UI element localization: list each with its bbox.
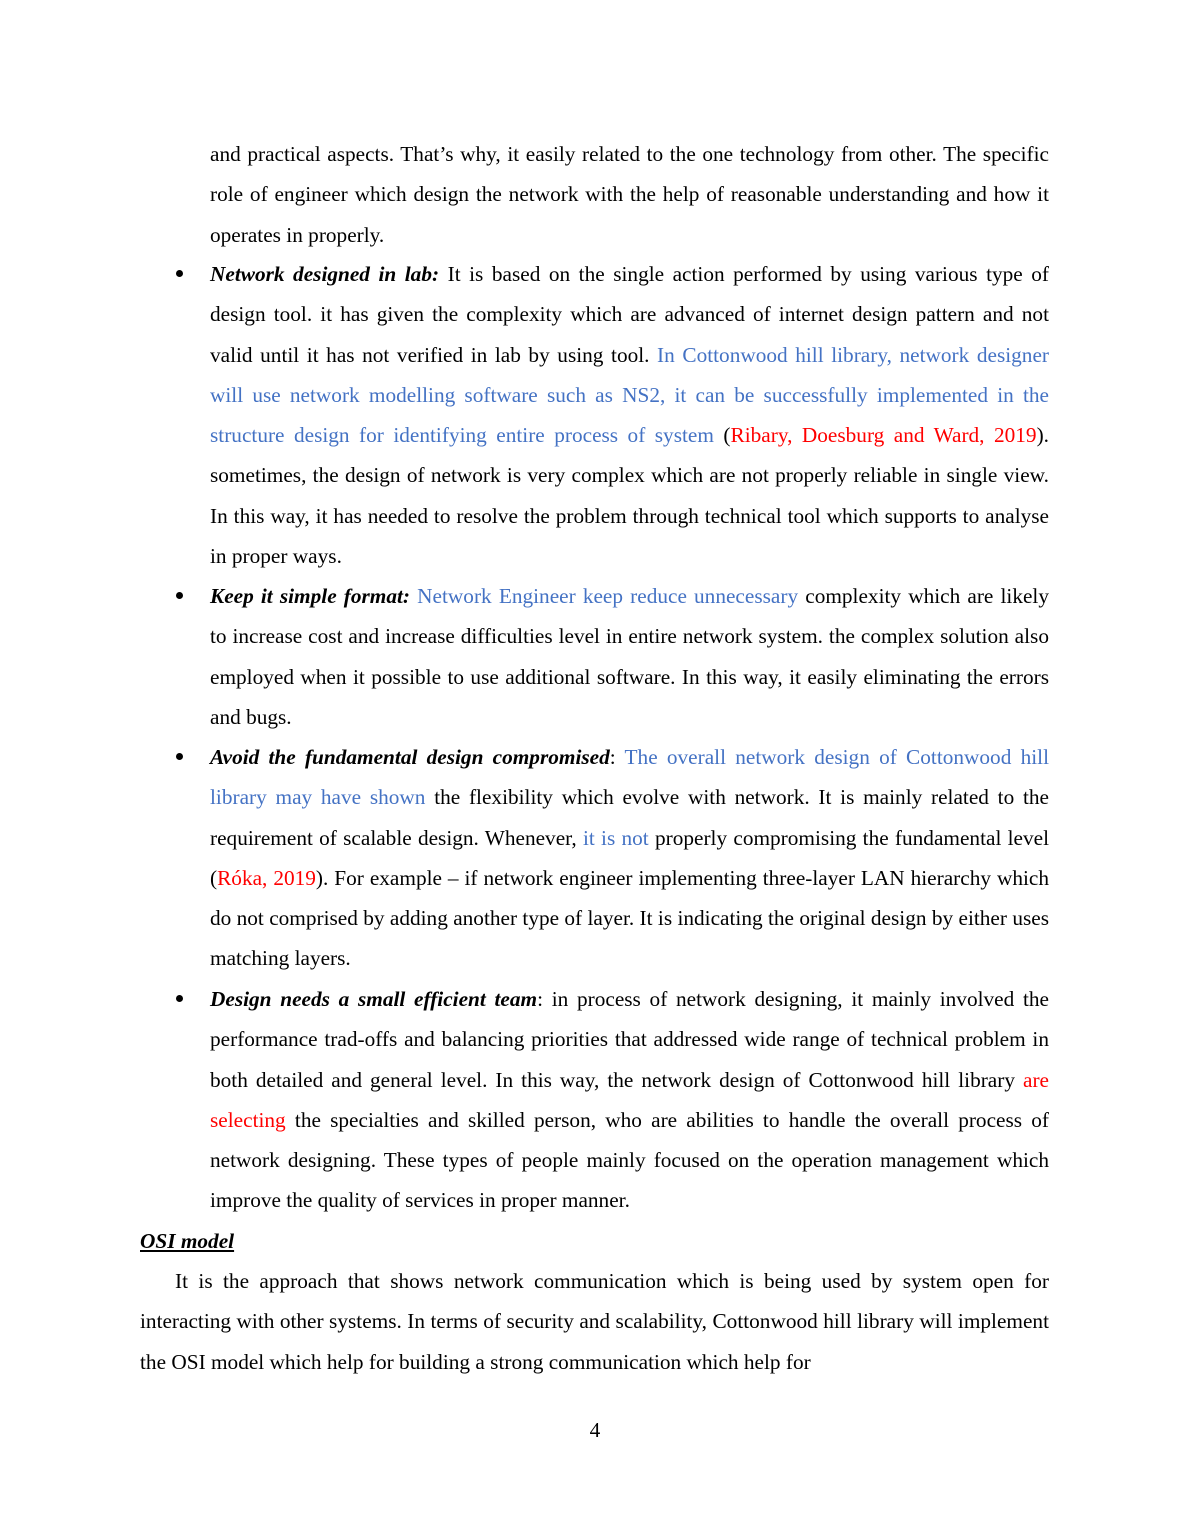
bullet-item-avoid-fundamental-design-compromised: [210, 737, 1049, 979]
bullet-dot-icon: [176, 753, 183, 760]
highlighted-text: are selecting: [210, 1067, 1049, 1132]
bullet-text: : in process of network designing, it mainly involved the performance trad-offs and balancing priorities that addressed wide range of technical problem in both detailed and general level. In this way, the network design of Cottonwood hill library: [210, 987, 1049, 1092]
bullet-marker: [172, 576, 186, 616]
citation: Ribary, Doesburg and Ward, 2019: [730, 423, 1037, 448]
bullet-text: the flexibility which evolve with network. It is mainly related to the requirement of scalable design. Whenever,: [210, 785, 1049, 850]
highlighted-text: Network Engineer keep reduce unnecessary: [417, 584, 799, 608]
osi-model-paragraph: It is the approach that shows network communication which is being used by system open for interacting with other systems. In terms of security and scalability, Cottonwood hill library will implement the OSI model which help for building a strong communication which help for: [140, 1269, 1049, 1374]
bullet-text: complexity which are likely to increase cost and increase difficulties level in entire network system. the complex solution also employed when it possible to use additional software. In this way, it easily eliminating the errors and bugs.: [210, 584, 1049, 729]
bullet-text: :: [609, 745, 625, 769]
highlighted-text: it is not: [582, 825, 649, 850]
page-number: 4: [589, 1418, 601, 1442]
bullet-dot-icon: [176, 592, 183, 599]
bullet-title: Avoid the fundamental design compromised: [210, 745, 610, 769]
intro-continuation-paragraph: and practical aspects. That’s why, it easily related to the one technology from other. The specific role of engineer which design the network with the help of reasonable understanding and how it operates in properly.: [210, 142, 1049, 247]
highlighted-text: The overall network design of Cottonwood hill library may have shown: [210, 745, 1049, 810]
highlighted-text: In Cottonwood hill library, network designer will use network modelling software such as NS2, it can be successfully implemented in the structure design for identifying entire process of system: [210, 342, 1049, 448]
bullet-text: (: [713, 423, 731, 448]
bullet-text: properly compromising the fundamental level (: [210, 825, 1049, 890]
bullet-item-design-needs-small-efficient-team: [210, 979, 1049, 1221]
bullet-text: the specialties and skilled person, who are abilities to handle the overall process of network designing. These types of people mainly focused on the operation management which improve the quality of services in proper manner.: [210, 1107, 1049, 1213]
section-heading-osi-model: OSI model: [140, 1229, 235, 1253]
bullet-text: ). sometimes, the design of network is very complex which are not properly reliable in single view. In this way, it has needed to resolve the problem through technical tool which supports to analyse in proper ways.: [210, 423, 1049, 569]
bullet-item-keep-it-simple-format: [210, 576, 1049, 737]
bullet-dot-icon: [176, 995, 183, 1002]
bullet-marker: [172, 737, 186, 777]
citation: Róka, 2019: [217, 865, 316, 890]
bullet-title: Network designed in lab:: [210, 262, 440, 286]
bullet-dot-icon: [176, 270, 183, 277]
bullet-title: Design needs a small efficient team: [210, 987, 538, 1011]
bullet-item-network-designed-in-lab: [210, 254, 1049, 576]
bullet-text: It is based on the single action performed by using various type of design tool. it has given the complexity which are advanced of internet design pattern and not valid until it has not verified in lab by using tool.: [210, 262, 1049, 367]
bullet-marker: [172, 254, 186, 294]
bullet-title: Keep it simple format:: [210, 584, 411, 608]
bullet-text: ). For example – if network engineer implementing three-layer LAN hierarchy which do not comprised by adding another type of layer. It is indicating the original design by either uses matching layers.: [210, 865, 1049, 971]
bullet-marker: [172, 979, 186, 1019]
